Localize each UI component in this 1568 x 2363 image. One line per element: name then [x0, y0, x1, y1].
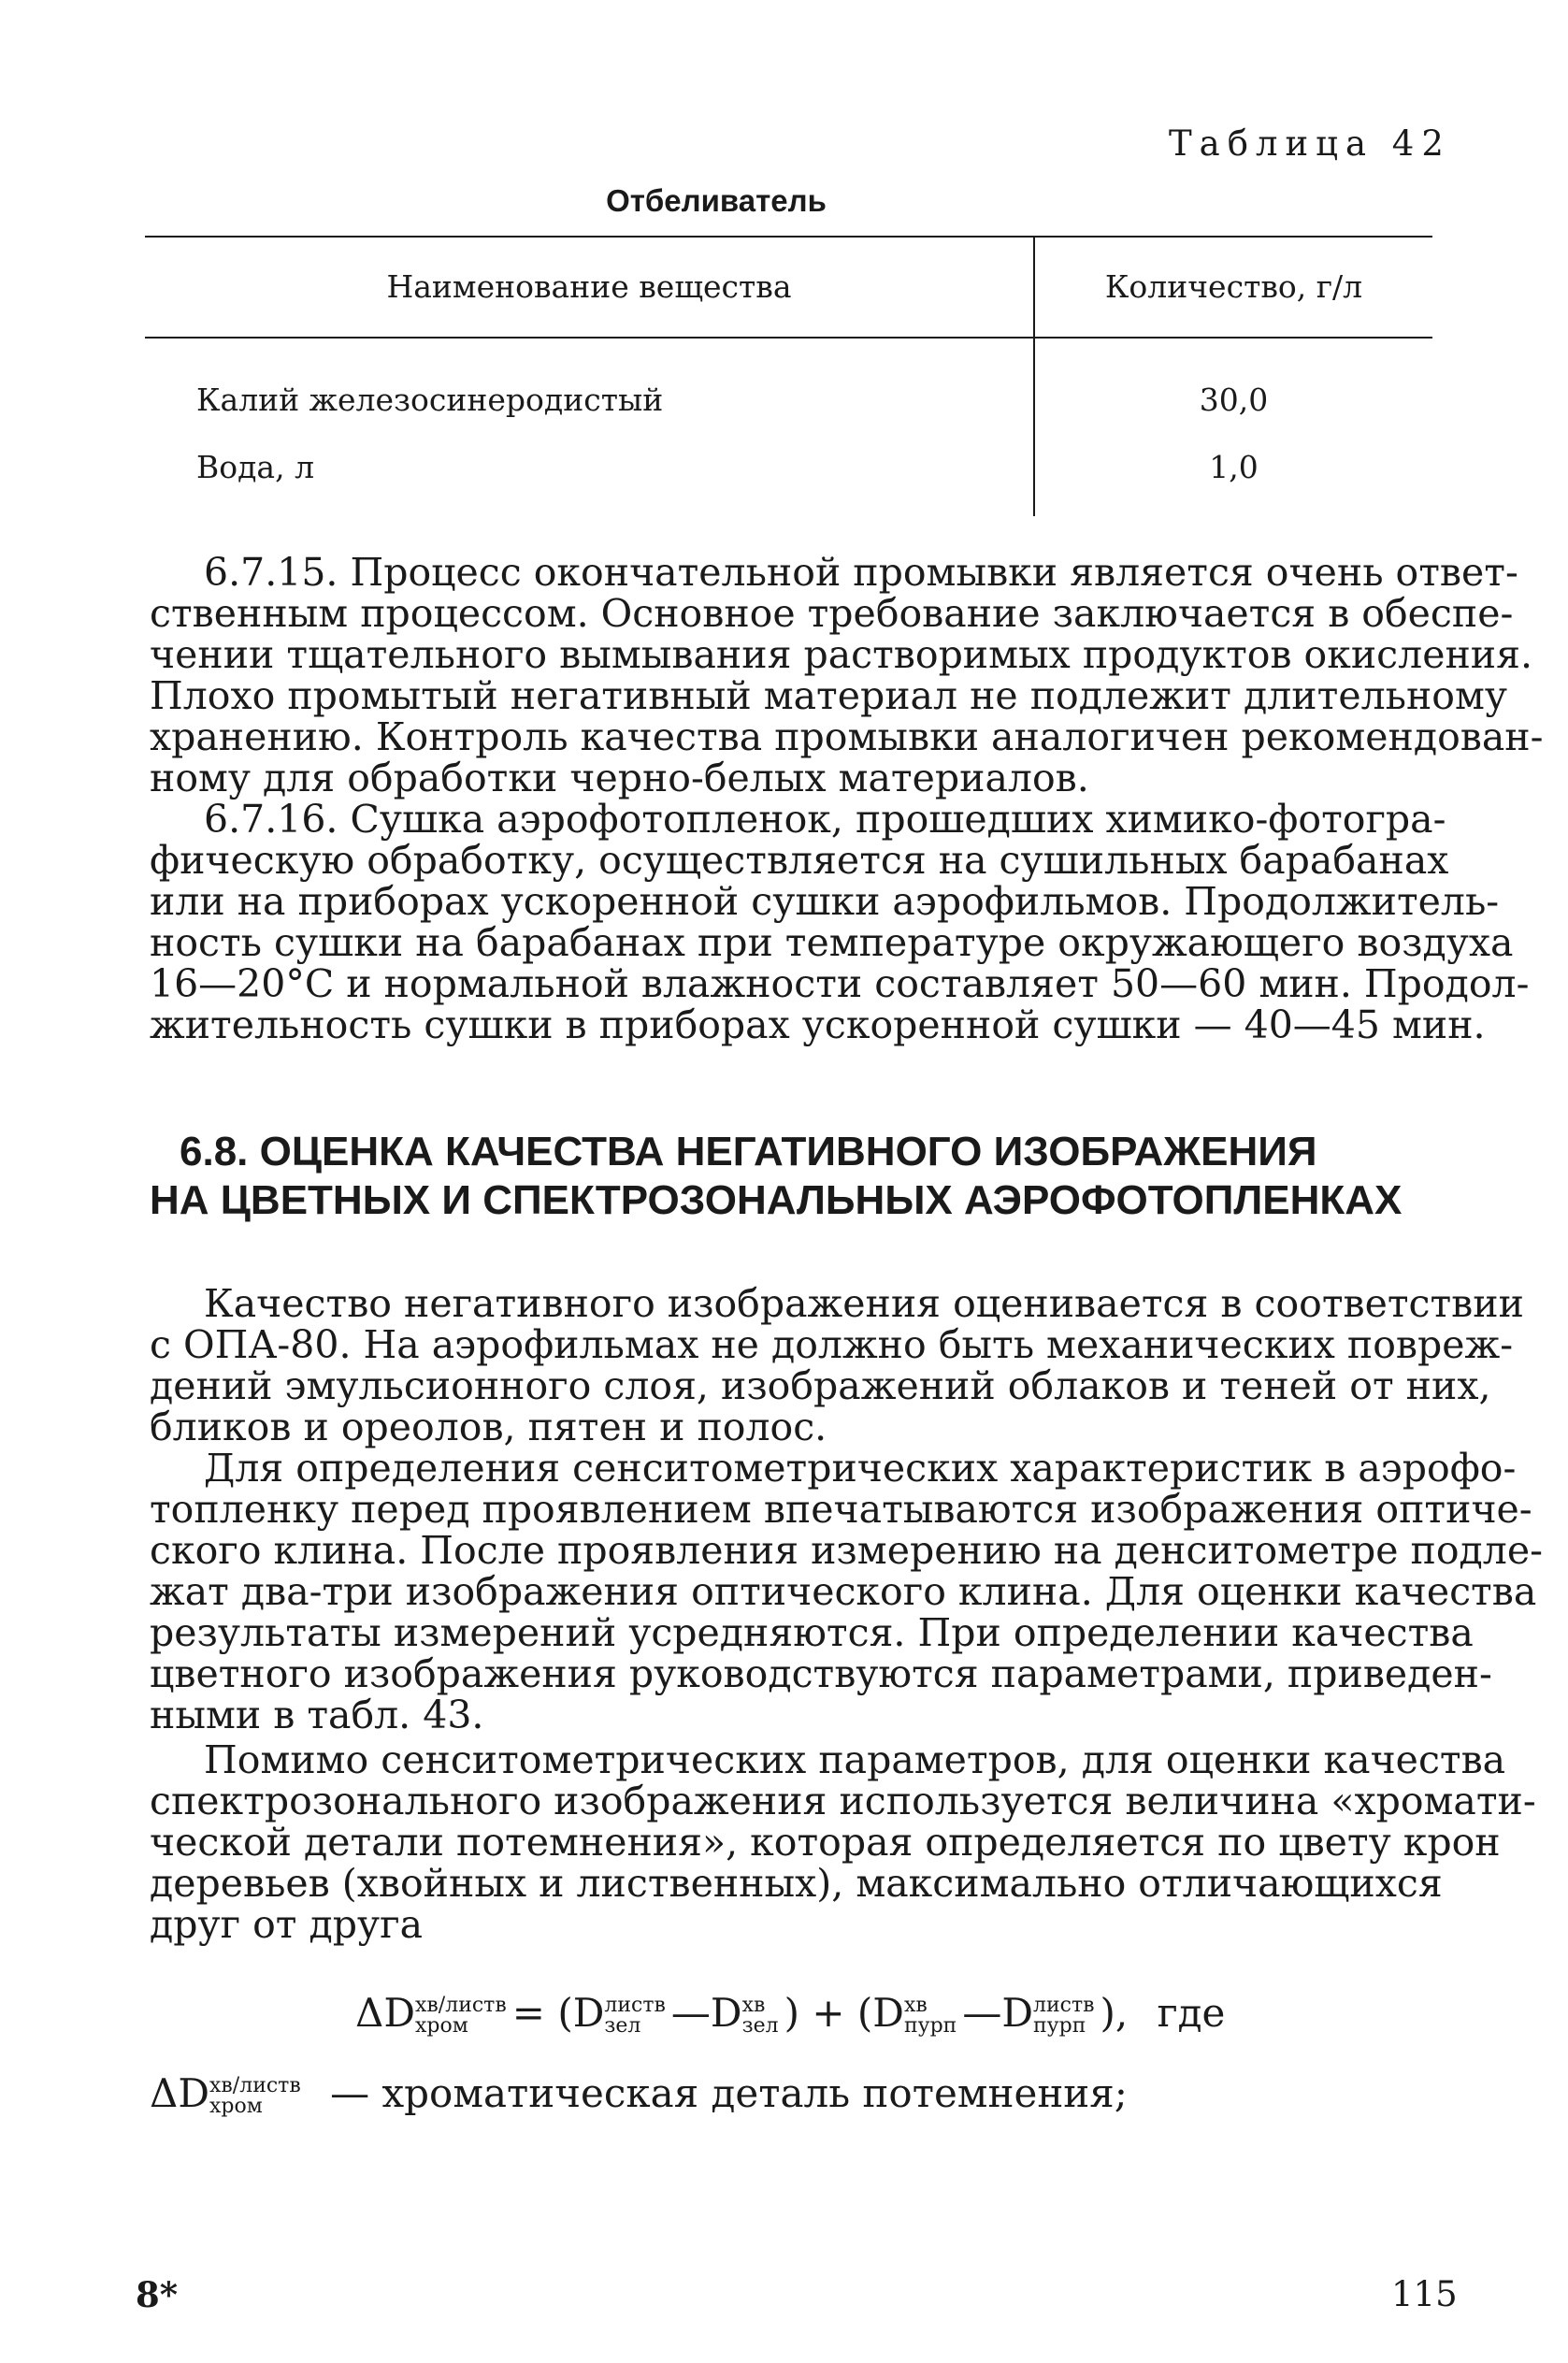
formula-term2b-indices [1033, 1996, 1095, 2037]
sup: хв/листв [415, 1994, 507, 2017]
formula-term1-open: (D [557, 1990, 605, 2036]
text-line: жат два-три изображения оптического клина. Для оценки качества [150, 1569, 1537, 1614]
sup: хв [903, 1994, 928, 2017]
paragraph-sensitometry [150, 1446, 1543, 1737]
text-line: 16—20°С и нормальной влажности составляет 50—60 мин. Продол- [150, 961, 1530, 1006]
formula-term1-minus: —D [670, 1990, 742, 2036]
text-line: ческой детали потемнения», которая определяется по цвету крон [150, 1820, 1501, 1865]
text-line: результаты измерений усредняются. При определении качества [150, 1610, 1474, 1655]
sub: хром [415, 2014, 468, 2038]
paragraph-quality-intro [150, 1281, 1524, 1449]
sup: хв/листв [209, 2074, 301, 2097]
legend-indices [209, 2076, 301, 2117]
table-top-rule [145, 236, 1432, 238]
text-line: топленку перед проявлением впечатываются изображения оптиче- [150, 1487, 1532, 1532]
formula-term2-indices [904, 1996, 957, 2037]
legend-text: — хроматическая деталь потемнения; [330, 2070, 1128, 2116]
text-line: ными в табл. 43. [150, 1693, 484, 1737]
sup: листв [604, 1994, 666, 2017]
formula-term2-open: (D [856, 1990, 904, 2036]
text-line: бликов и ореолов, пятен и полос. [150, 1405, 827, 1449]
paragraph-6-7-16 [150, 797, 1530, 1047]
heading-line-1: 6.8. ОЦЕНКА КАЧЕСТВА НЕГАТИВНОГО ИЗОБРАЖЕНИЯ [180, 1129, 1317, 1174]
table-header-substance: Наименование вещества [386, 268, 792, 305]
text-line: деревьев (хвойных и лиственных), максимально отличающихся [150, 1861, 1443, 1906]
paragraph-chromatic-detail [150, 1737, 1536, 1947]
formula-legend [150, 2070, 1128, 2117]
text-line: 6.7.15. Процесс окончательной промывки является очень ответ- [204, 550, 1518, 595]
sub: хром [209, 2095, 263, 2118]
text-line: друг от друга [150, 1902, 424, 1947]
table-header-rule [145, 337, 1432, 339]
sub: зел [604, 2014, 641, 2038]
sup: листв [1033, 1994, 1095, 2017]
table-row-2-name: Вода, л [196, 449, 315, 485]
text-line: Качество негативного изображения оценивается в соответствии [204, 1281, 1524, 1326]
formula-where: где [1157, 1990, 1226, 2036]
text-line: жительность сушки в приборах ускоренной сушки — 40—45 мин. [150, 1002, 1486, 1047]
text-line: или на приборах ускоренной сушки аэрофильмов. Продолжитель- [150, 879, 1500, 924]
paragraph-6-7-15 [150, 550, 1544, 800]
text-line: чении тщательного вымывания растворимых продуктов окисления. [150, 632, 1533, 677]
text-line: 6.7.16. Сушка аэрофотопленок, прошедших химико-фотогра- [204, 797, 1446, 842]
table-row-1-value: 30,0 [1199, 382, 1269, 418]
section-heading-6-8 [150, 1128, 1432, 1225]
page-number: 115 [1391, 2274, 1458, 2314]
formula-term2-minus: —D [962, 1990, 1034, 2036]
heading-line-2: НА ЦВЕТНЫХ И СПЕКТРОЗОНАЛЬНЫХ АЭРОФОТОПЛЕНКАХ [150, 1177, 1403, 1223]
text-line: с ОПА-80. На аэрофильмах не должно быть механических повреж- [150, 1322, 1514, 1367]
formula-lhs-indices [415, 1996, 507, 2037]
text-line: ского клина. После проявления измерению на денситометре подле- [150, 1528, 1543, 1573]
formula-term1-indices [604, 1996, 666, 2037]
text-line: ному для обработки черно-белых материалов. [150, 756, 1089, 800]
table-number: Таблица 42 [1169, 123, 1451, 164]
text-line: фическую обработку, осуществляется на сушильных барабанах [150, 838, 1449, 883]
formula-lhs-symbol: ΔD [355, 1990, 416, 2036]
sub: зел [741, 2014, 779, 2038]
text-line: ность сушки на барабанах при температуре окружающего воздуха [150, 920, 1514, 965]
sup: хв [741, 1994, 766, 2017]
sub: пурп [903, 2014, 957, 2038]
formula-term1b-indices [742, 1996, 779, 2037]
formula-term2-close: ), [1100, 1990, 1129, 2036]
signature-mark: 8* [136, 2274, 179, 2315]
legend-symbol: ΔD [150, 2070, 210, 2116]
text-line: Плохо промытый негативный материал не подлежит длительному [150, 673, 1507, 718]
text-line: дений эмульсионного слоя, изображений облаков и теней от них, [150, 1363, 1491, 1408]
formula-term1-close: ) [784, 1990, 799, 2036]
text-line: хранению. Контроль качества промывки аналогичен рекомендован- [150, 714, 1544, 759]
text-line: спектрозонального изображения используется величина «хромати- [150, 1779, 1536, 1823]
text-line: цветного изображения руководствуются параметрами, приведен- [150, 1651, 1492, 1696]
text-line: Для определения сенситометрических характеристик в аэрофо- [204, 1446, 1517, 1491]
table-caption: Отбеливатель [606, 183, 827, 218]
formula-equals: = [511, 1990, 545, 2036]
table-row-2-value: 1,0 [1209, 449, 1259, 485]
table-header-quantity: Количество, г/л [1104, 268, 1363, 305]
formula-plus: + [812, 1990, 845, 2036]
table-row-1-name: Калий железосинеродистый [196, 382, 664, 418]
text-line: Помимо сенситометрических параметров, для оценки качества [204, 1737, 1506, 1782]
sub: пурп [1033, 2014, 1086, 2038]
text-line: ственным процессом. Основное требование заключается в обеспе- [150, 591, 1514, 636]
formula-chromatic-detail [355, 1990, 1225, 2037]
